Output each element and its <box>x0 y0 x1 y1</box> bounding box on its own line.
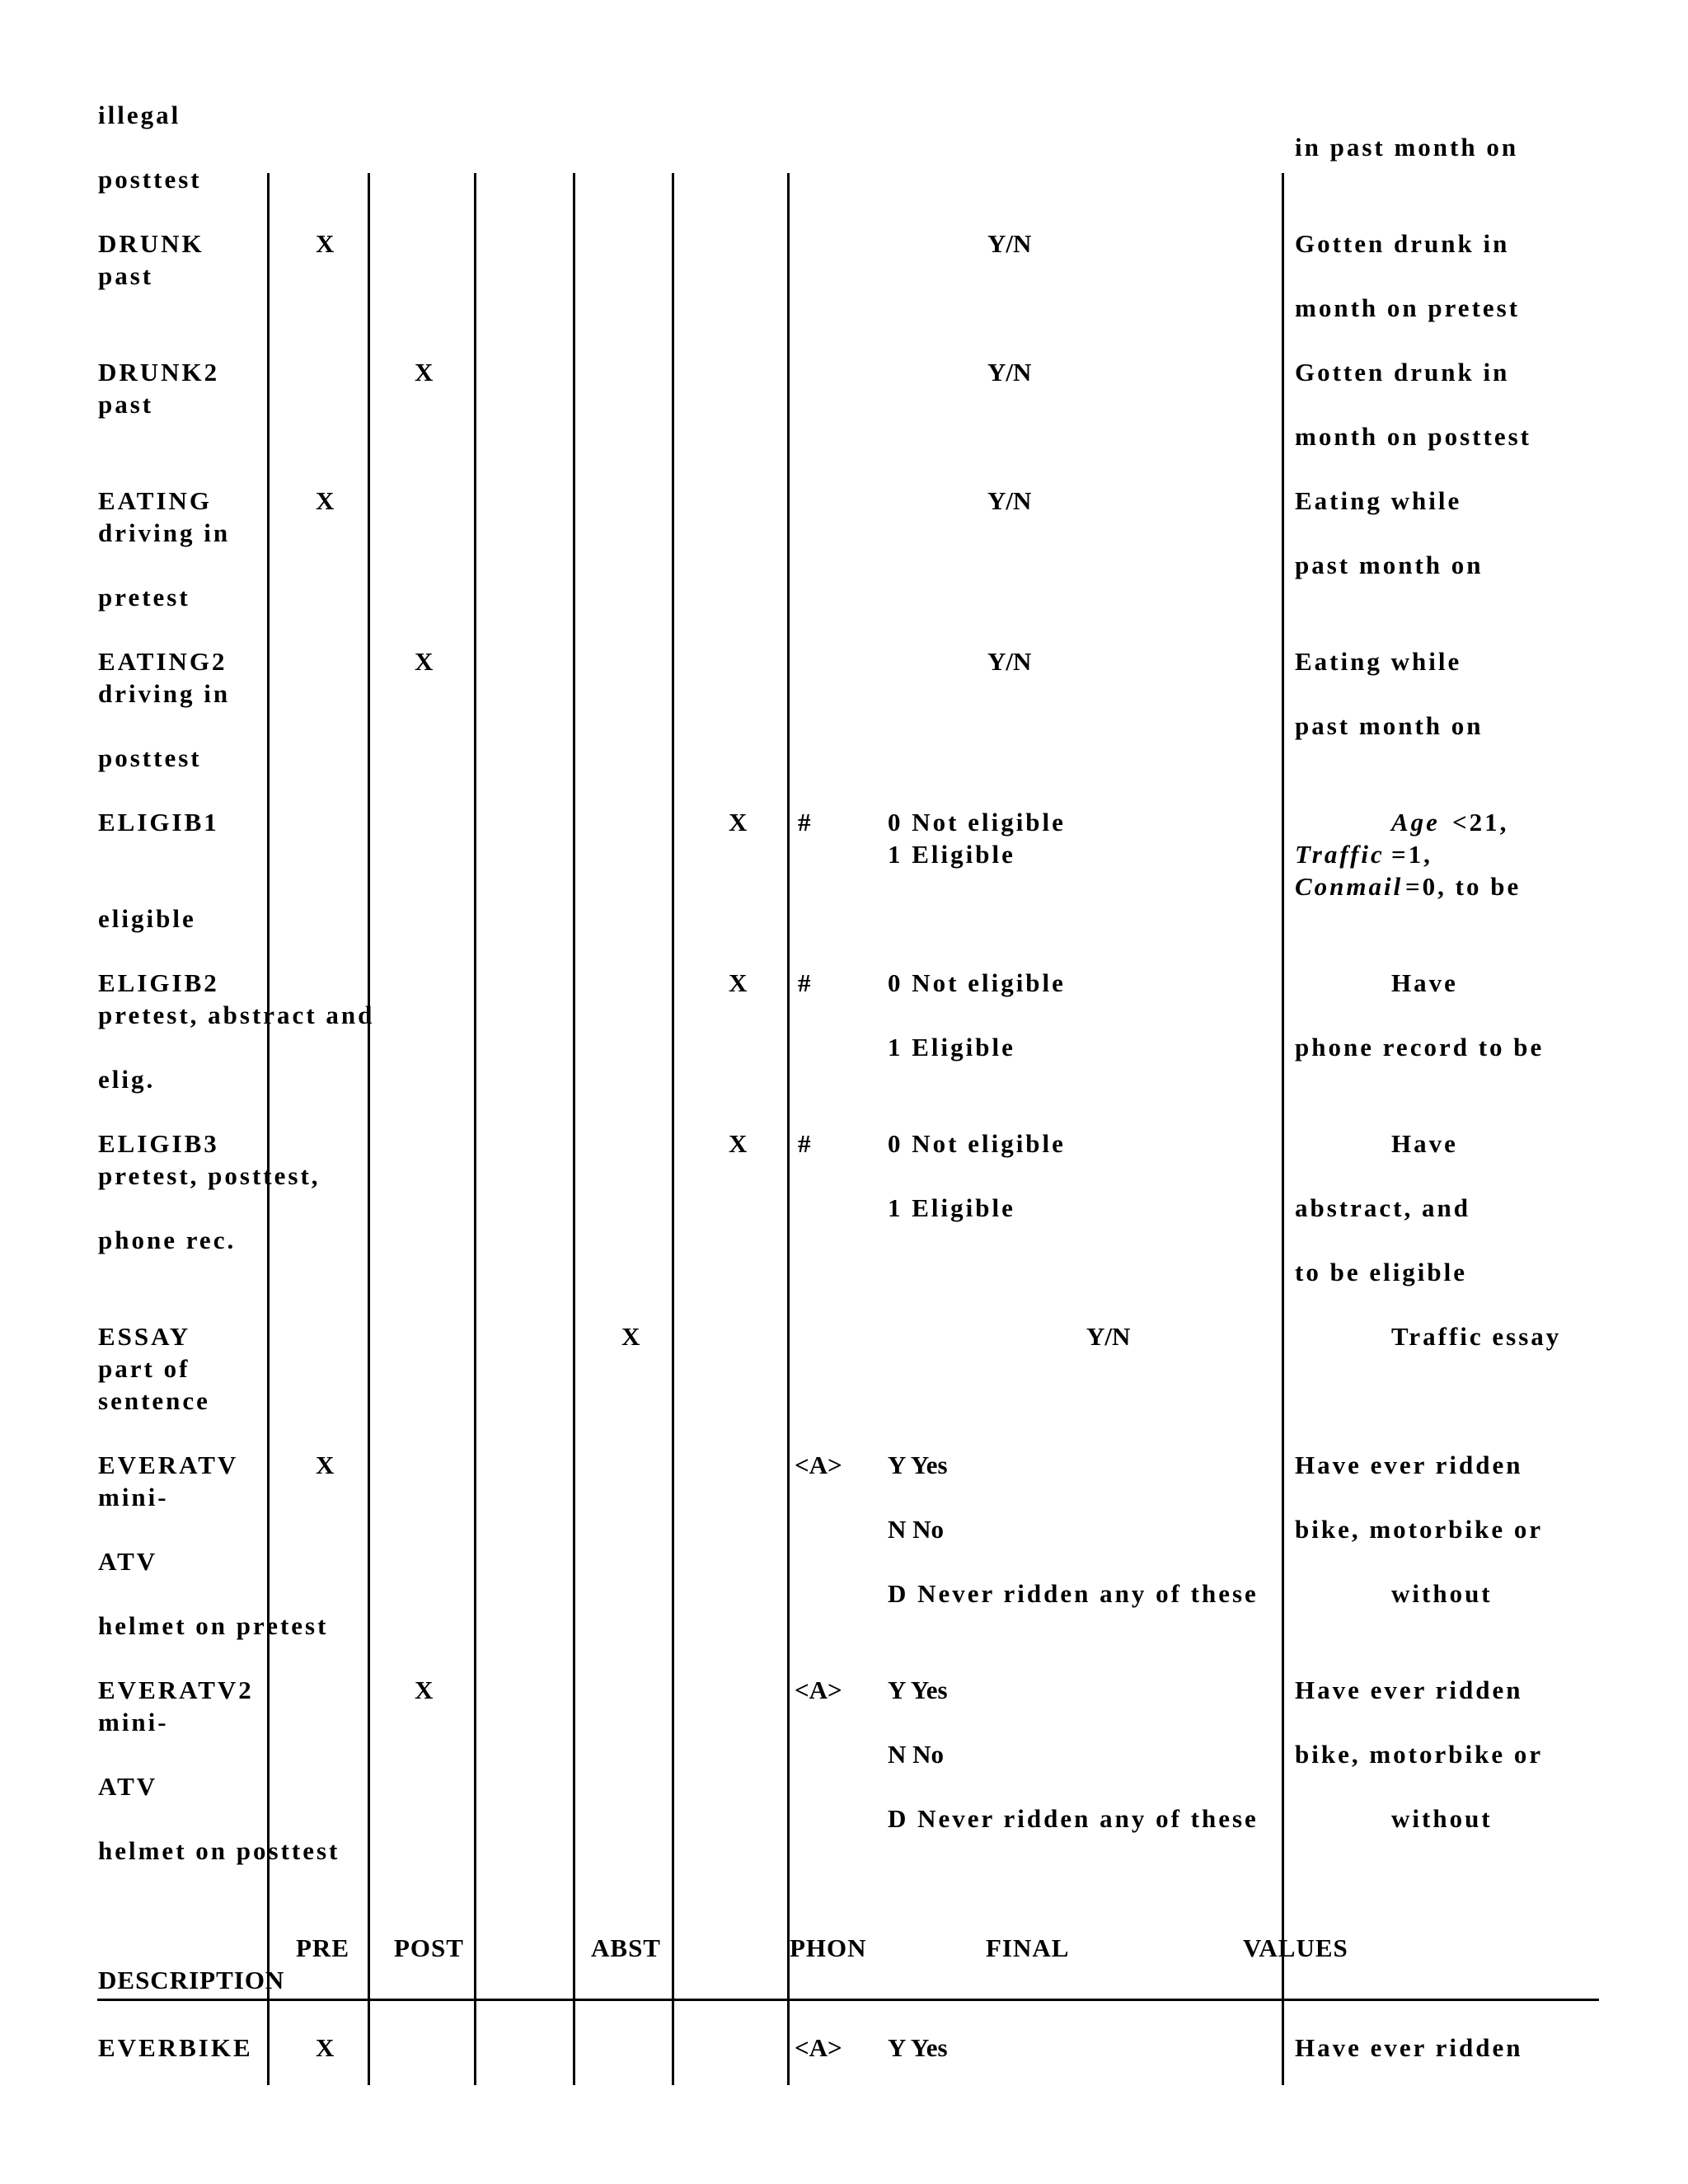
description-text: Gotten drunk in <box>1295 358 1510 387</box>
variable-continuation-text: illegal <box>98 101 181 129</box>
description-text: to be eligible <box>1295 1258 1468 1286</box>
description-text: month on pretest <box>1295 293 1521 322</box>
values-text: 1 Eligible <box>888 840 1015 869</box>
description-text: =0, to be <box>1405 872 1522 901</box>
variable-name: EVERATV2 <box>98 1675 254 1704</box>
variable-continuation-text: pretest, posttest, <box>98 1161 321 1190</box>
variable-name: DRUNK <box>98 229 204 258</box>
variable-continuation-text: sentence <box>98 1386 210 1415</box>
variable-name: ELIGIB3 <box>98 1129 219 1158</box>
column-header-phon: PHON <box>790 1933 867 1962</box>
pre-mark: X <box>316 486 335 515</box>
variable-name: ESSAY <box>98 1322 191 1351</box>
description-text: abstract, and <box>1295 1193 1470 1222</box>
description-text: Have ever ridden <box>1295 2033 1523 2062</box>
values-text: Y/N <box>987 358 1032 387</box>
description-text: Have <box>1391 1129 1458 1158</box>
values-text: Y/N <box>987 486 1032 515</box>
column-rule-post-left <box>368 173 370 2085</box>
column-rule-abst-right <box>672 173 674 2085</box>
variable-continuation-text: posttest <box>98 743 202 772</box>
phon-mark: # <box>798 1129 811 1158</box>
variable-continuation-text: phone rec. <box>98 1226 237 1254</box>
description-variable: Traffic <box>1295 840 1385 869</box>
description-text: in past month on <box>1295 133 1519 162</box>
column-rule-abst-left <box>573 173 575 2085</box>
description-text: phone record to be <box>1295 1033 1545 1062</box>
values-text: 1 Eligible <box>888 1193 1015 1222</box>
description-variable: Age <box>1391 808 1440 837</box>
variable-name: ELIGIB2 <box>98 968 219 997</box>
post-mark: X <box>415 647 434 676</box>
description-text: past month on <box>1295 711 1484 740</box>
variable-continuation-text: posttest <box>98 165 202 194</box>
values-text: Y Yes <box>888 1675 948 1704</box>
values-text: Y/N <box>1086 1322 1131 1351</box>
phon-mark: <A> <box>795 2033 842 2062</box>
description-text: month on posttest <box>1295 422 1531 451</box>
values-text: 0 Not eligible <box>888 968 1066 997</box>
description-text: Eating while <box>1295 486 1462 515</box>
variable-continuation-text: pretest <box>98 583 190 612</box>
variable-continuation-text: elig. <box>98 1065 156 1094</box>
variable-continuation-text: mini- <box>98 1708 169 1736</box>
pre-mark: X <box>316 1451 335 1479</box>
final-mark: X <box>729 968 748 997</box>
values-text: Y/N <box>987 229 1032 258</box>
phon-mark: # <box>798 968 811 997</box>
column-rule-post-right <box>474 173 476 2085</box>
description-text: Eating while <box>1295 647 1462 676</box>
description-text: without <box>1391 1579 1493 1608</box>
column-header-abst: ABST <box>591 1933 661 1962</box>
values-text: D Never ridden any of these <box>888 1804 1259 1833</box>
values-text: 0 Not eligible <box>888 808 1066 837</box>
description-text: past month on <box>1295 551 1484 579</box>
values-text: 1 Eligible <box>888 1033 1015 1062</box>
description-text: =1, <box>1391 840 1432 869</box>
description-text: Have ever ridden <box>1295 1451 1523 1479</box>
variable-name: EVERATV <box>98 1451 239 1479</box>
final-mark: X <box>729 1129 748 1158</box>
variable-name: DRUNK2 <box>98 358 220 387</box>
variable-name: EVERBIKE <box>98 2033 253 2062</box>
variable-continuation-text: mini- <box>98 1483 169 1511</box>
variable-continuation-text: driving in <box>98 518 231 547</box>
description-text: <21, <box>1452 808 1509 837</box>
abst-mark: X <box>621 1322 640 1351</box>
column-header-final: FINAL <box>986 1933 1070 1962</box>
description-text: bike, motorbike or <box>1295 1740 1544 1769</box>
column-header-description: DESCRIPTION <box>98 1966 285 1994</box>
post-mark: X <box>415 1675 434 1704</box>
description-text: bike, motorbike or <box>1295 1515 1544 1544</box>
column-rule-description-left <box>1282 173 1284 2085</box>
column-header-post: POST <box>394 1933 464 1962</box>
variable-continuation-text: past <box>98 390 154 419</box>
variable-continuation-text: helmet on pretest <box>98 1611 329 1640</box>
variable-continuation-text: ATV <box>98 1547 158 1576</box>
pre-mark: X <box>316 2033 335 2062</box>
phon-mark: <A> <box>795 1451 842 1479</box>
values-text: Y Yes <box>888 1451 948 1479</box>
variable-name: EATING <box>98 486 213 515</box>
variable-continuation-text: part of <box>98 1354 190 1383</box>
header-rule <box>97 1999 1599 2001</box>
description-text: Gotten drunk in <box>1295 229 1510 258</box>
description-text: Traffic essay <box>1391 1322 1562 1351</box>
values-text: 0 Not eligible <box>888 1129 1066 1158</box>
post-mark: X <box>415 358 434 387</box>
phon-mark: <A> <box>795 1675 842 1704</box>
variable-continuation-text: helmet on posttest <box>98 1836 340 1865</box>
description-text: Have ever ridden <box>1295 1675 1523 1704</box>
description-text: Have <box>1391 968 1458 997</box>
variable-continuation-text: past <box>98 261 154 290</box>
values-text: N No <box>888 1740 945 1769</box>
final-mark: X <box>729 808 748 837</box>
phon-mark: # <box>798 808 811 837</box>
column-rule-pre-left <box>267 173 270 2085</box>
values-text: Y Yes <box>888 2033 948 2062</box>
variable-continuation-text: ATV <box>98 1772 158 1801</box>
variable-name: EATING2 <box>98 647 227 676</box>
variable-continuation-text: driving in <box>98 679 231 708</box>
values-text: N No <box>888 1515 945 1544</box>
variable-continuation-text: eligible <box>98 904 196 933</box>
values-text: Y/N <box>987 647 1032 676</box>
pre-mark: X <box>316 229 335 258</box>
column-header-pre: PRE <box>296 1933 349 1962</box>
description-variable: Conmail <box>1295 872 1404 901</box>
column-rule-phon-left <box>787 173 790 2085</box>
variable-continuation-text: pretest, abstract and <box>98 1001 375 1029</box>
values-text: D Never ridden any of these <box>888 1579 1259 1608</box>
description-text: without <box>1391 1804 1493 1833</box>
column-header-values: VALUES <box>1243 1933 1348 1962</box>
variable-name: ELIGIB1 <box>98 808 219 837</box>
